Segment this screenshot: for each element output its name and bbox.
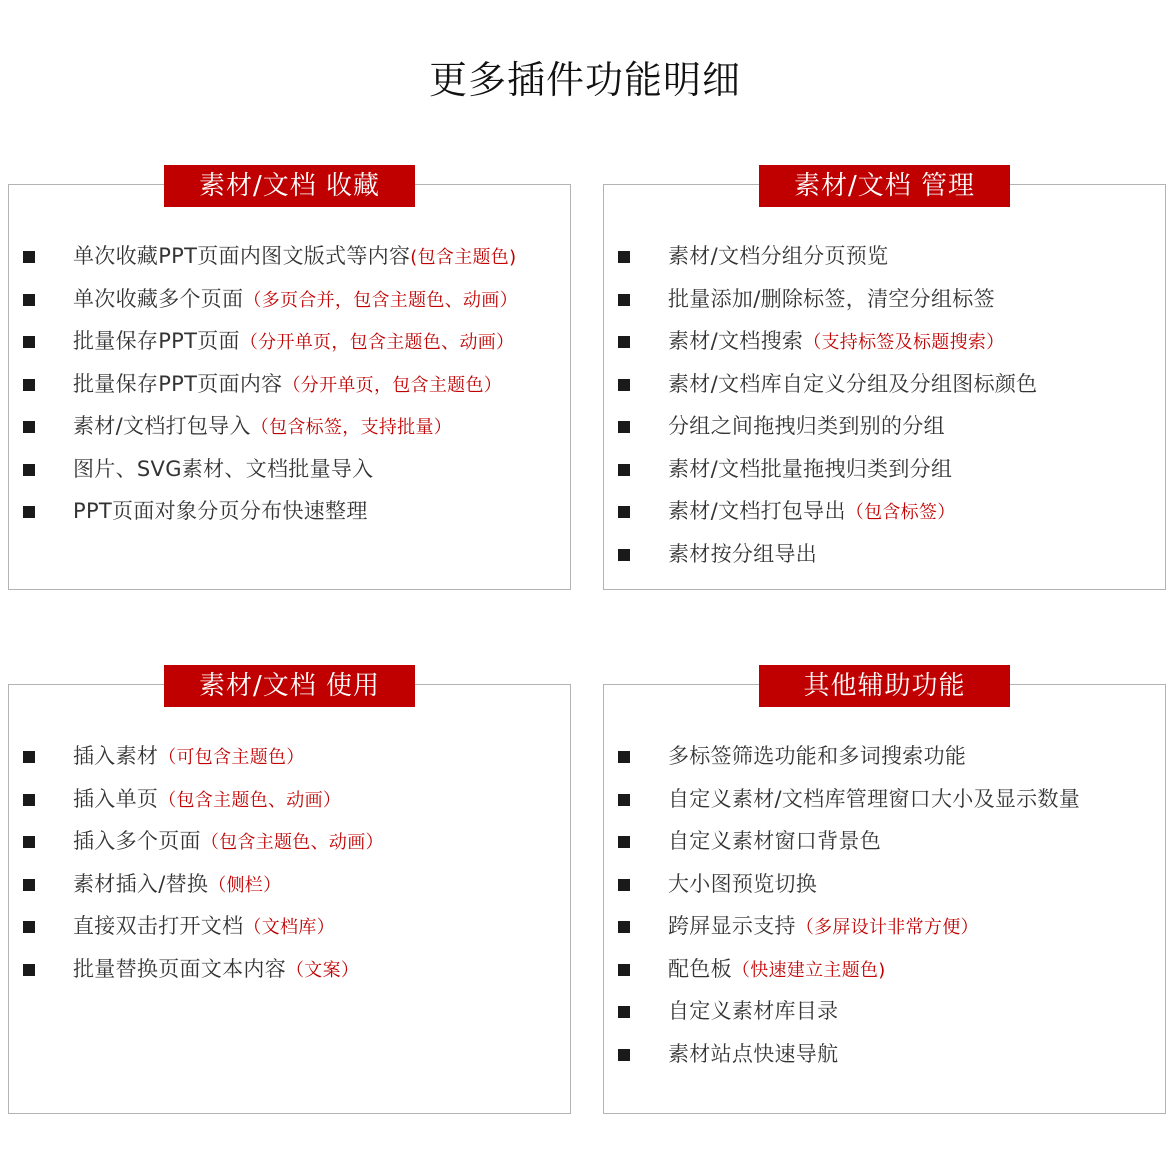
list-item [604,778,1165,821]
list-item [9,278,570,321]
item-text: 直接双击打开文档 [73,914,244,938]
item-note: （包含主题色、动画） [200,832,384,853]
item-text: 自定义素材/文档库管理窗口大小及显示数量 [668,786,1081,811]
item-note: （分开单页，包含主题色） [282,374,503,396]
list-item [604,490,1165,533]
square-bullet-icon [618,1049,630,1061]
list-item [9,820,570,863]
list-item [9,863,570,906]
item-text: 图片、SVG素材、文档批量导入 [73,456,374,481]
square-bullet-icon [23,964,35,976]
list-item [604,235,1165,278]
item-text: 批量保存PPT页面 [73,329,240,353]
item-text: 插入素材 [73,744,159,768]
square-bullet-icon [618,506,630,518]
list-item [604,278,1165,321]
item-text: 单次收藏多个页面 [73,286,244,311]
item-note: （分开单页，包含主题色、动画） [239,332,515,353]
feature-list [604,735,1165,1075]
item-text: 单次收藏PPT页面内图文版式等内容 [73,244,411,268]
page-title: 更多插件功能明细 [428,58,741,102]
item-text: 素材按分组导出 [668,541,818,566]
item-note: （文档库） [243,917,335,938]
square-bullet-icon [23,421,35,433]
square-bullet-icon [618,549,630,561]
item-text: 素材插入/替换 [73,871,209,896]
square-bullet-icon [618,294,630,306]
list-item [9,448,570,491]
item-note: （快速建立主题色) [731,959,886,981]
item-text: 素材/文档打包导入 [73,414,251,438]
list-item [604,320,1165,363]
list-item [604,990,1165,1033]
list-item [604,405,1165,448]
square-bullet-icon [23,294,35,306]
item-note: （支持标签及标题搜索） [803,332,1005,353]
item-text: 分组之间拖拽归类到别的分组 [668,414,945,438]
list-item [9,778,570,821]
square-bullet-icon [23,506,35,518]
list-item [9,735,570,778]
item-text: 自定义素材库目录 [668,999,839,1023]
square-bullet-icon [618,251,630,263]
list-item [9,490,570,533]
item-text: 跨屏显示支持 [668,914,796,938]
list-item [604,1033,1165,1076]
item-note: （包含标签，支持批量） [250,417,453,438]
square-bullet-icon [618,879,630,891]
square-bullet-icon [23,379,35,391]
item-text: 素材/文档分组分页预览 [668,244,889,268]
square-bullet-icon [23,464,35,476]
section-collect [8,171,571,590]
item-note: （多屏设计非常方便） [795,917,979,938]
item-text: 素材/文档批量拖拽归类到分组 [668,456,953,481]
square-bullet-icon [618,379,630,391]
section-header: 素材/文档 管理 [759,165,1010,207]
item-note: （包含标签） [845,502,956,523]
item-note: （可包含主题色） [158,747,305,768]
list-item [604,863,1165,906]
item-note: （文案） [286,959,360,981]
list-item [604,735,1165,778]
square-bullet-icon [618,1006,630,1018]
item-text: 素材/文档库自定义分组及分组图标颜色 [668,371,1038,396]
item-text: 插入单页 [73,786,159,811]
list-item [604,363,1165,406]
square-bullet-icon [23,836,35,848]
square-bullet-icon [618,751,630,763]
section-header: 素材/文档 使用 [164,665,415,707]
list-item [9,905,570,948]
square-bullet-icon [618,336,630,348]
square-bullet-icon [23,879,35,891]
section-other [603,671,1166,1114]
item-text: 素材站点快速导航 [668,1041,839,1066]
feature-list [604,235,1165,575]
square-bullet-icon [618,464,630,476]
square-bullet-icon [618,421,630,433]
list-item [604,948,1165,991]
item-text: 批量添加/删除标签，清空分组标签 [668,286,995,311]
section-use [8,671,571,1114]
item-text: 插入多个页面 [73,829,201,853]
item-note: (包含主题色) [410,247,517,268]
list-item [9,320,570,363]
square-bullet-icon [23,336,35,348]
item-text: PPT页面对象分页分布快速整理 [73,499,368,523]
item-text: 配色板 [668,956,732,981]
item-note: （包含主题色、动画） [158,789,342,811]
square-bullet-icon [23,751,35,763]
item-text: 素材/文档打包导出 [668,499,846,523]
section-header: 其他辅助功能 [759,665,1010,707]
square-bullet-icon [23,251,35,263]
square-bullet-icon [23,921,35,933]
item-text: 批量替换页面文本内容 [73,956,286,981]
item-text: 素材/文档搜索 [668,329,804,353]
square-bullet-icon [23,794,35,806]
list-item [604,820,1165,863]
square-bullet-icon [618,794,630,806]
item-text: 多标签筛选功能和多词搜索功能 [668,744,967,768]
list-item [9,363,570,406]
item-note: （多页合并，包含主题色、动画） [243,289,518,311]
list-item [604,905,1165,948]
feature-list [9,735,570,990]
list-item [9,948,570,991]
section-manage [603,171,1166,590]
list-item [604,448,1165,491]
square-bullet-icon [618,836,630,848]
square-bullet-icon [618,921,630,933]
square-bullet-icon [618,964,630,976]
item-text: 自定义素材窗口背景色 [668,829,881,853]
list-item [9,405,570,448]
feature-list [9,235,570,533]
section-header: 素材/文档 收藏 [164,165,415,207]
item-text: 批量保存PPT页面内容 [73,371,283,396]
list-item [604,533,1165,576]
item-note: （侧栏） [208,874,282,896]
item-text: 大小图预览切换 [668,871,818,896]
list-item [9,235,570,278]
